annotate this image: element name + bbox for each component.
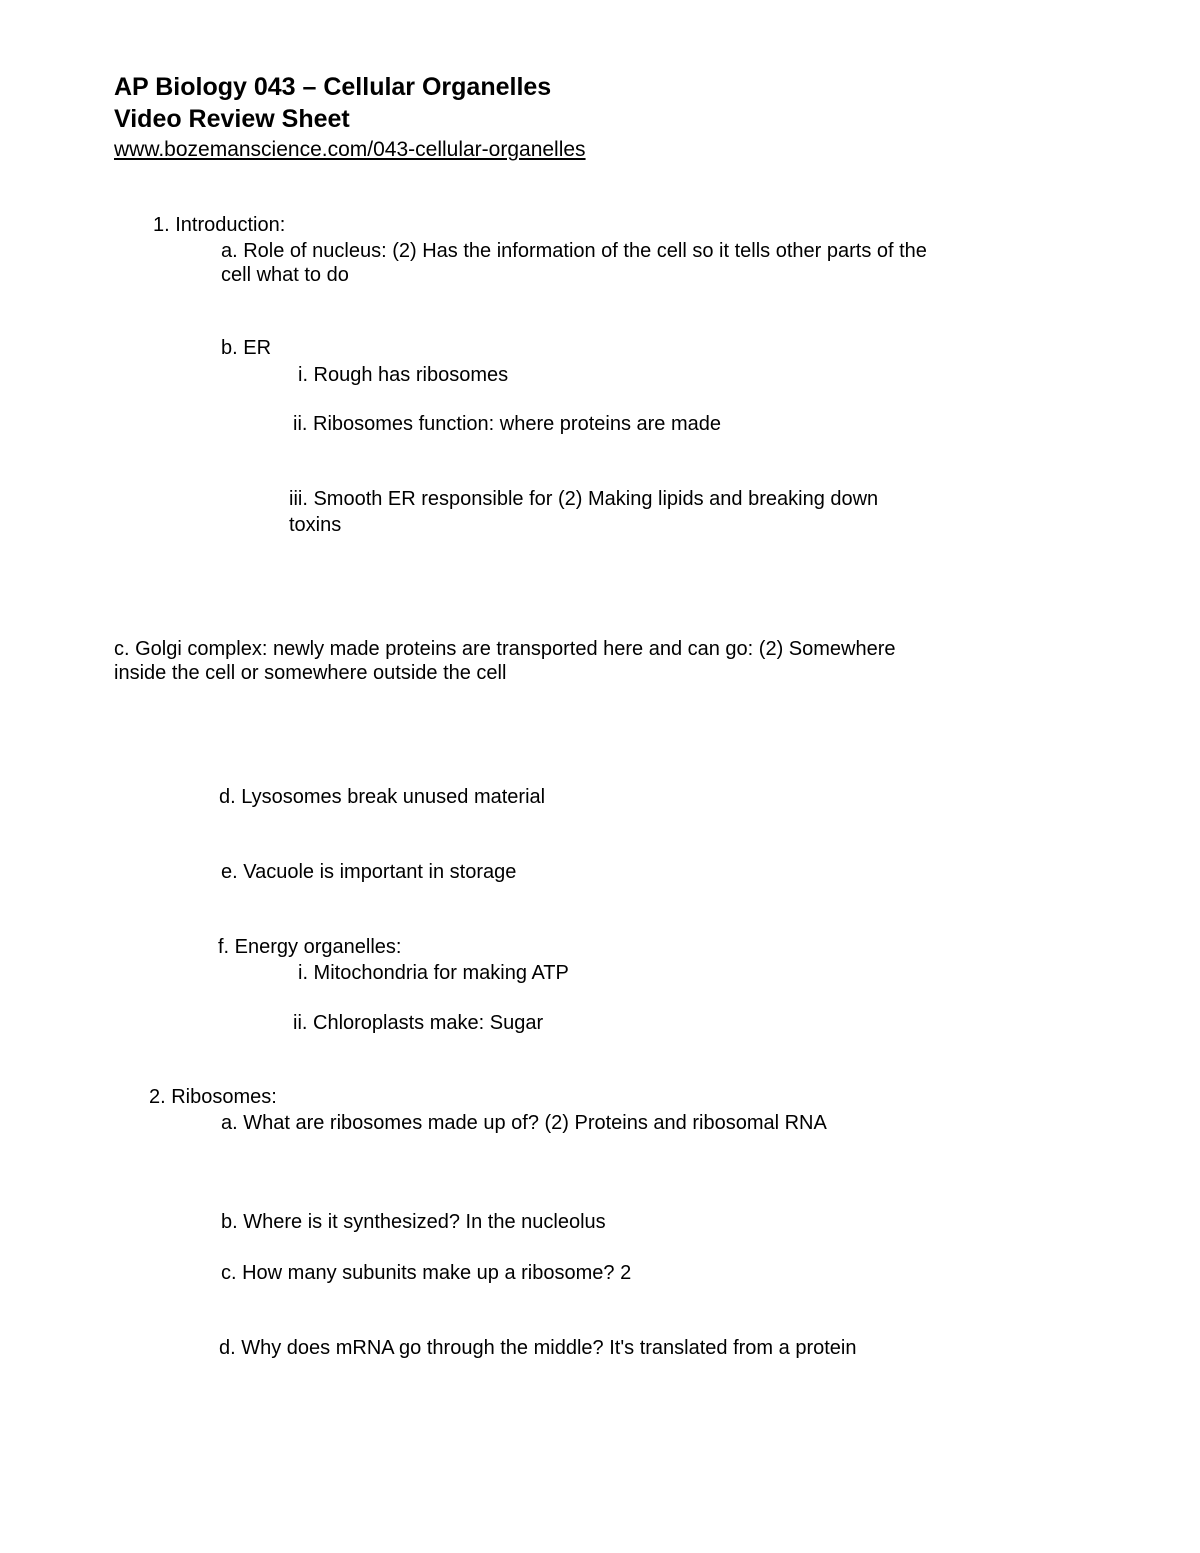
item-1a-line-1: a. Role of nucleus: (2) Has the information of the cell so it tells other parts of the: [221, 240, 927, 262]
item-1f-i: i. Mitochondria for making ATP: [298, 962, 569, 984]
item-1a-line-2: cell what to do: [221, 264, 349, 286]
page-title: AP Biology 043 – Cellular Organelles: [114, 73, 552, 101]
item-1b-ii: ii. Ribosomes function: where proteins are made: [293, 413, 721, 435]
item-1b-iii-line-1: iii. Smooth ER responsible for (2) Making lipids and breaking down: [289, 488, 879, 510]
item-2c: c. How many subunits make up a ribosome? 2: [221, 1262, 632, 1284]
item-2d: d. Why does mRNA go through the middle? It's translated from a protein: [219, 1337, 857, 1359]
item-1b-label: b. ER: [221, 337, 272, 359]
item-1f-ii: ii. Chloroplasts make: Sugar: [293, 1012, 544, 1034]
source-link[interactable]: www.bozemanscience.com/043-cellular-organelles: [114, 138, 586, 161]
item-1e: e. Vacuole is important in storage: [221, 861, 517, 883]
item-2b: b. Where is it synthesized? In the nucleolus: [221, 1211, 606, 1233]
item-1b-iii-line-2: toxins: [289, 514, 342, 536]
item-1b-i: i. Rough has ribosomes: [298, 364, 509, 386]
section-2-heading: 2. Ribosomes:: [149, 1086, 277, 1108]
item-1c-line-1: c. Golgi complex: newly made proteins are transported here and can go: (2) Somewhere: [114, 638, 896, 660]
item-2a: a. What are ribosomes made up of? (2) Proteins and ribosomal RNA: [221, 1112, 827, 1134]
item-1d: d. Lysosomes break unused material: [219, 786, 546, 808]
item-1c-line-2: inside the cell or somewhere outside the cell: [114, 662, 507, 684]
item-1f-label: f. Energy organelles:: [218, 936, 402, 958]
page-subtitle: Video Review Sheet: [114, 105, 350, 133]
section-1-heading: 1. Introduction:: [153, 214, 286, 236]
